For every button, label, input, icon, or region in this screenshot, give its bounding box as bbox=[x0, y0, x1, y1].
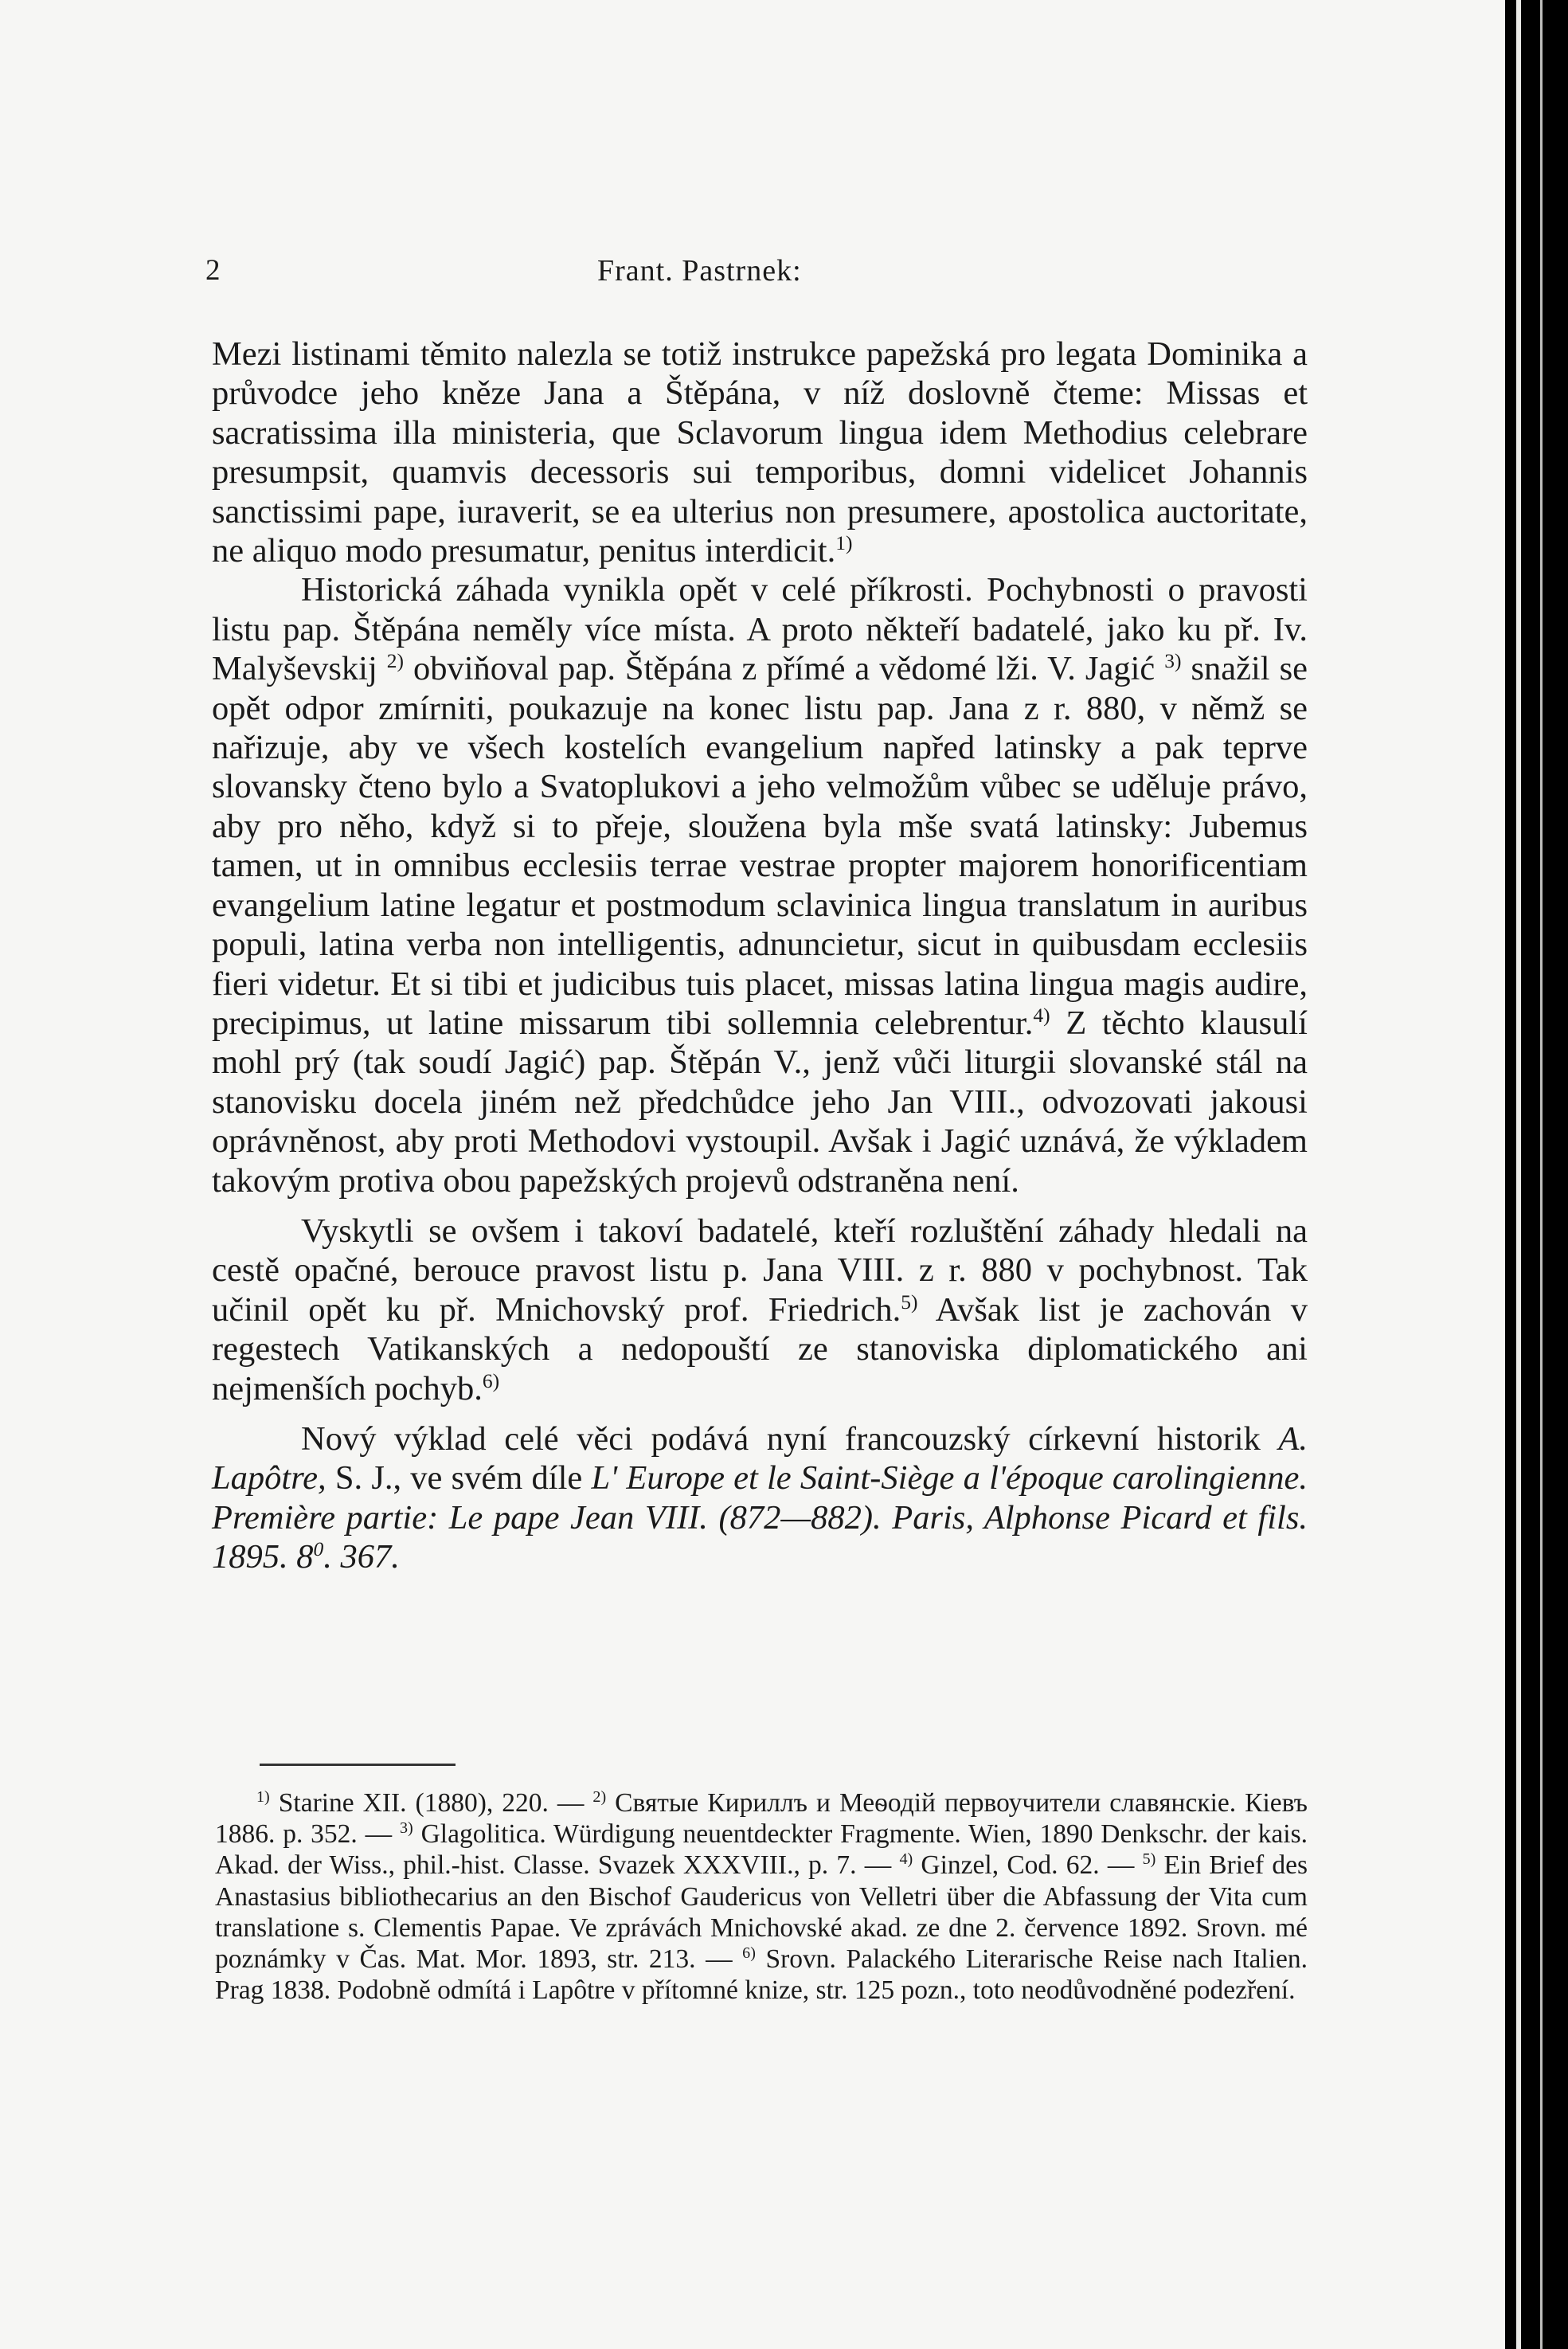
footnote-rule bbox=[260, 1764, 456, 1766]
paragraph-2-text-a: Historická záhada vynikla opět v celé příkrosti. Pochybnosti o pravosti listu pap. Štěpána neměly více místa. A proto někteří badatelé, jako ku př. Iv. Malyševskij bbox=[212, 571, 1308, 688]
work-title: L' Europe et le Saint-Siège a l'époque carolingienne. Première partie: Le pape Jean VIII. (872—882). Paris, Alphonse Picard et fils. 1895. 8 bbox=[212, 1459, 1308, 1576]
footnote-5-text: Ein Brief des Anastasius bibliothecarius an den Bischof Gaudericus von Velletri über die Abfassung der Vita cum translatione s. Clementis Papae. Ve zprávách Mnichovské akad. ze dne 2. července 1892. Srovn. mé poznámky v Čas. Mat. Mor. 1893, str. 213. — bbox=[215, 1850, 1308, 1975]
footnote-3-marker: 3) bbox=[400, 1819, 413, 1838]
footnote-ref-6: 6) bbox=[482, 1368, 500, 1392]
paragraph-4-text-b: S. J., ve svém díle bbox=[326, 1459, 592, 1497]
footnote-ref-5: 5) bbox=[901, 1290, 918, 1313]
paragraph-2-text-d: Z těchto klausulí mohl prý (tak soudí Jagić) pap. Štěpán V., jenž vůči liturgii slovanské stál na stanovisku docela jiném než předchůdce jeho Jan VIII., odvozovati jakousi oprávněnost, aby proti Methodovi vystoupil. Avšak i Jagić uznává, že výkladem takovým protiva obou papežských projevů odstraněna není. bbox=[212, 1004, 1308, 1200]
paragraph-2-text-c: snažil se opět odpor zmírniti, poukazuje na konec listu pap. Jana z r. 880, v němž se nařizuje, aby ve všech kostelích evangelium napřed latinsky a pak teprve slovansky čteno bylo a Svatoplukovi a jeho velmožům vůbec se uděluje právo, aby pro něho, když si to přeje, sloužena byla mše svatá latinsky: Jubemus tamen, ut in omnibus ecclesiis terrae vestrae propter majorem honorificentiam evangelium latine legatur et postmodum sclavinica lingua translatum in auribus populi, latina verba non intelligentis, adnuncietur, sicut in quibusdam ecclesiis fieri videtur. Et si tibi et judicibus tuis placet, missas latina lingua magis audire, precipimus, ut latine missarum tibi sollemnia celebrentur. bbox=[212, 650, 1308, 1042]
footnote-1-marker: 1) bbox=[256, 1787, 270, 1806]
footnote-4-text: Ginzel, Cod. 62. — bbox=[913, 1850, 1143, 1881]
footnote-1-text: Starine XII. (1880), 220. — bbox=[269, 1788, 593, 1818]
paragraph-2-text-b: obviňoval pap. Štěpána z přímé a vědomé lži. V. Jagić bbox=[404, 650, 1165, 688]
footnote-ref-2: 2) bbox=[386, 649, 405, 673]
paragraph-1 bbox=[212, 335, 1308, 570]
paragraph-3-text-b: Avšak list je zachován v regestech Vatikanských a nedopouští ze stanoviska diplomatického ani nejmenších pochyb. bbox=[212, 1290, 1308, 1407]
running-head bbox=[0, 253, 1505, 293]
header-title: Frant. Pastrnek: bbox=[597, 254, 802, 288]
footnote-2-marker: 2) bbox=[592, 1787, 607, 1806]
footnote-ref-3: 3) bbox=[1164, 649, 1182, 673]
scan-edge-streak bbox=[1540, 0, 1543, 2349]
body-text bbox=[212, 335, 1308, 1577]
paragraph-3-text-a: Vyskytli se ovšem i takoví badatelé, kteří rozluštění záhady hledali na cestě opačné, berouce pravost listu p. Jana VIII. z r. 880 v pochybnost. Tak učinil opět ku př. Mnichovský prof. Friedrich. bbox=[212, 1212, 1308, 1329]
paragraph-1-text: Mezi listinami těmito nalezla se totiž instrukce papežská pro legata Dominika a průvodce jeho kněze Jana a Štěpána, v níž doslovně čteme: Missas et sacratissima illa ministeria, que Sclavorum lingua idem Methodius celebrare presumpsit, quamvis decessoris sui temporibus, domni videlicet Johannis sanctissimi pape, iuraverit, se ea ulterius non presumere, apostolica auctoritate, ne aliquo modo presumatur, penitus interdicit. bbox=[212, 335, 1308, 570]
format-superscript: 0 bbox=[313, 1537, 324, 1561]
scan-edge-streak bbox=[1516, 0, 1521, 2349]
footnote-block bbox=[215, 1787, 1308, 2006]
footnote-ref-1: 1) bbox=[835, 530, 853, 554]
work-pages: . 367. bbox=[323, 1538, 400, 1576]
footnote-3-text: Glagolitica. Würdigung neuentdeckter Fragmente. Wien, 1890 Denkschr. der kais. Akad. der Wiss., phil.-hist. Classe. Svazek XXXVIII., p. 7. — bbox=[215, 1819, 1308, 1881]
paragraph-3 bbox=[212, 1212, 1308, 1408]
page-number: 2 bbox=[205, 254, 221, 287]
footnotes bbox=[215, 1787, 1308, 2006]
author-name: A. Lapôtre, bbox=[212, 1419, 1308, 1497]
scan-edge-right bbox=[1505, 0, 1568, 2349]
footnote-2-text: Святые Кириллъ и Меѳодій первоучители славянскіе. Кіевъ 1886. p. 352. — bbox=[215, 1788, 1308, 1850]
paragraph-4 bbox=[212, 1419, 1308, 1577]
footnote-6-marker: 6) bbox=[742, 1944, 756, 1962]
footnote-5-marker: 5) bbox=[1142, 1850, 1156, 1869]
footnote-6-text: Srovn. Palackého Literarische Reise nach Italien. Prag 1838. Podobně odmítá i Lapôtre v přítomné knize, str. 125 pozn., toto neodůvodněné podezření. bbox=[215, 1944, 1308, 2006]
footnote-4-marker: 4) bbox=[899, 1850, 913, 1869]
paragraph-4-text-a: Nový výklad celé věci podává nyní francouzský církevní historik bbox=[301, 1419, 1279, 1458]
footnote-ref-4: 4) bbox=[1033, 1003, 1050, 1027]
paragraph-2 bbox=[212, 570, 1308, 1200]
